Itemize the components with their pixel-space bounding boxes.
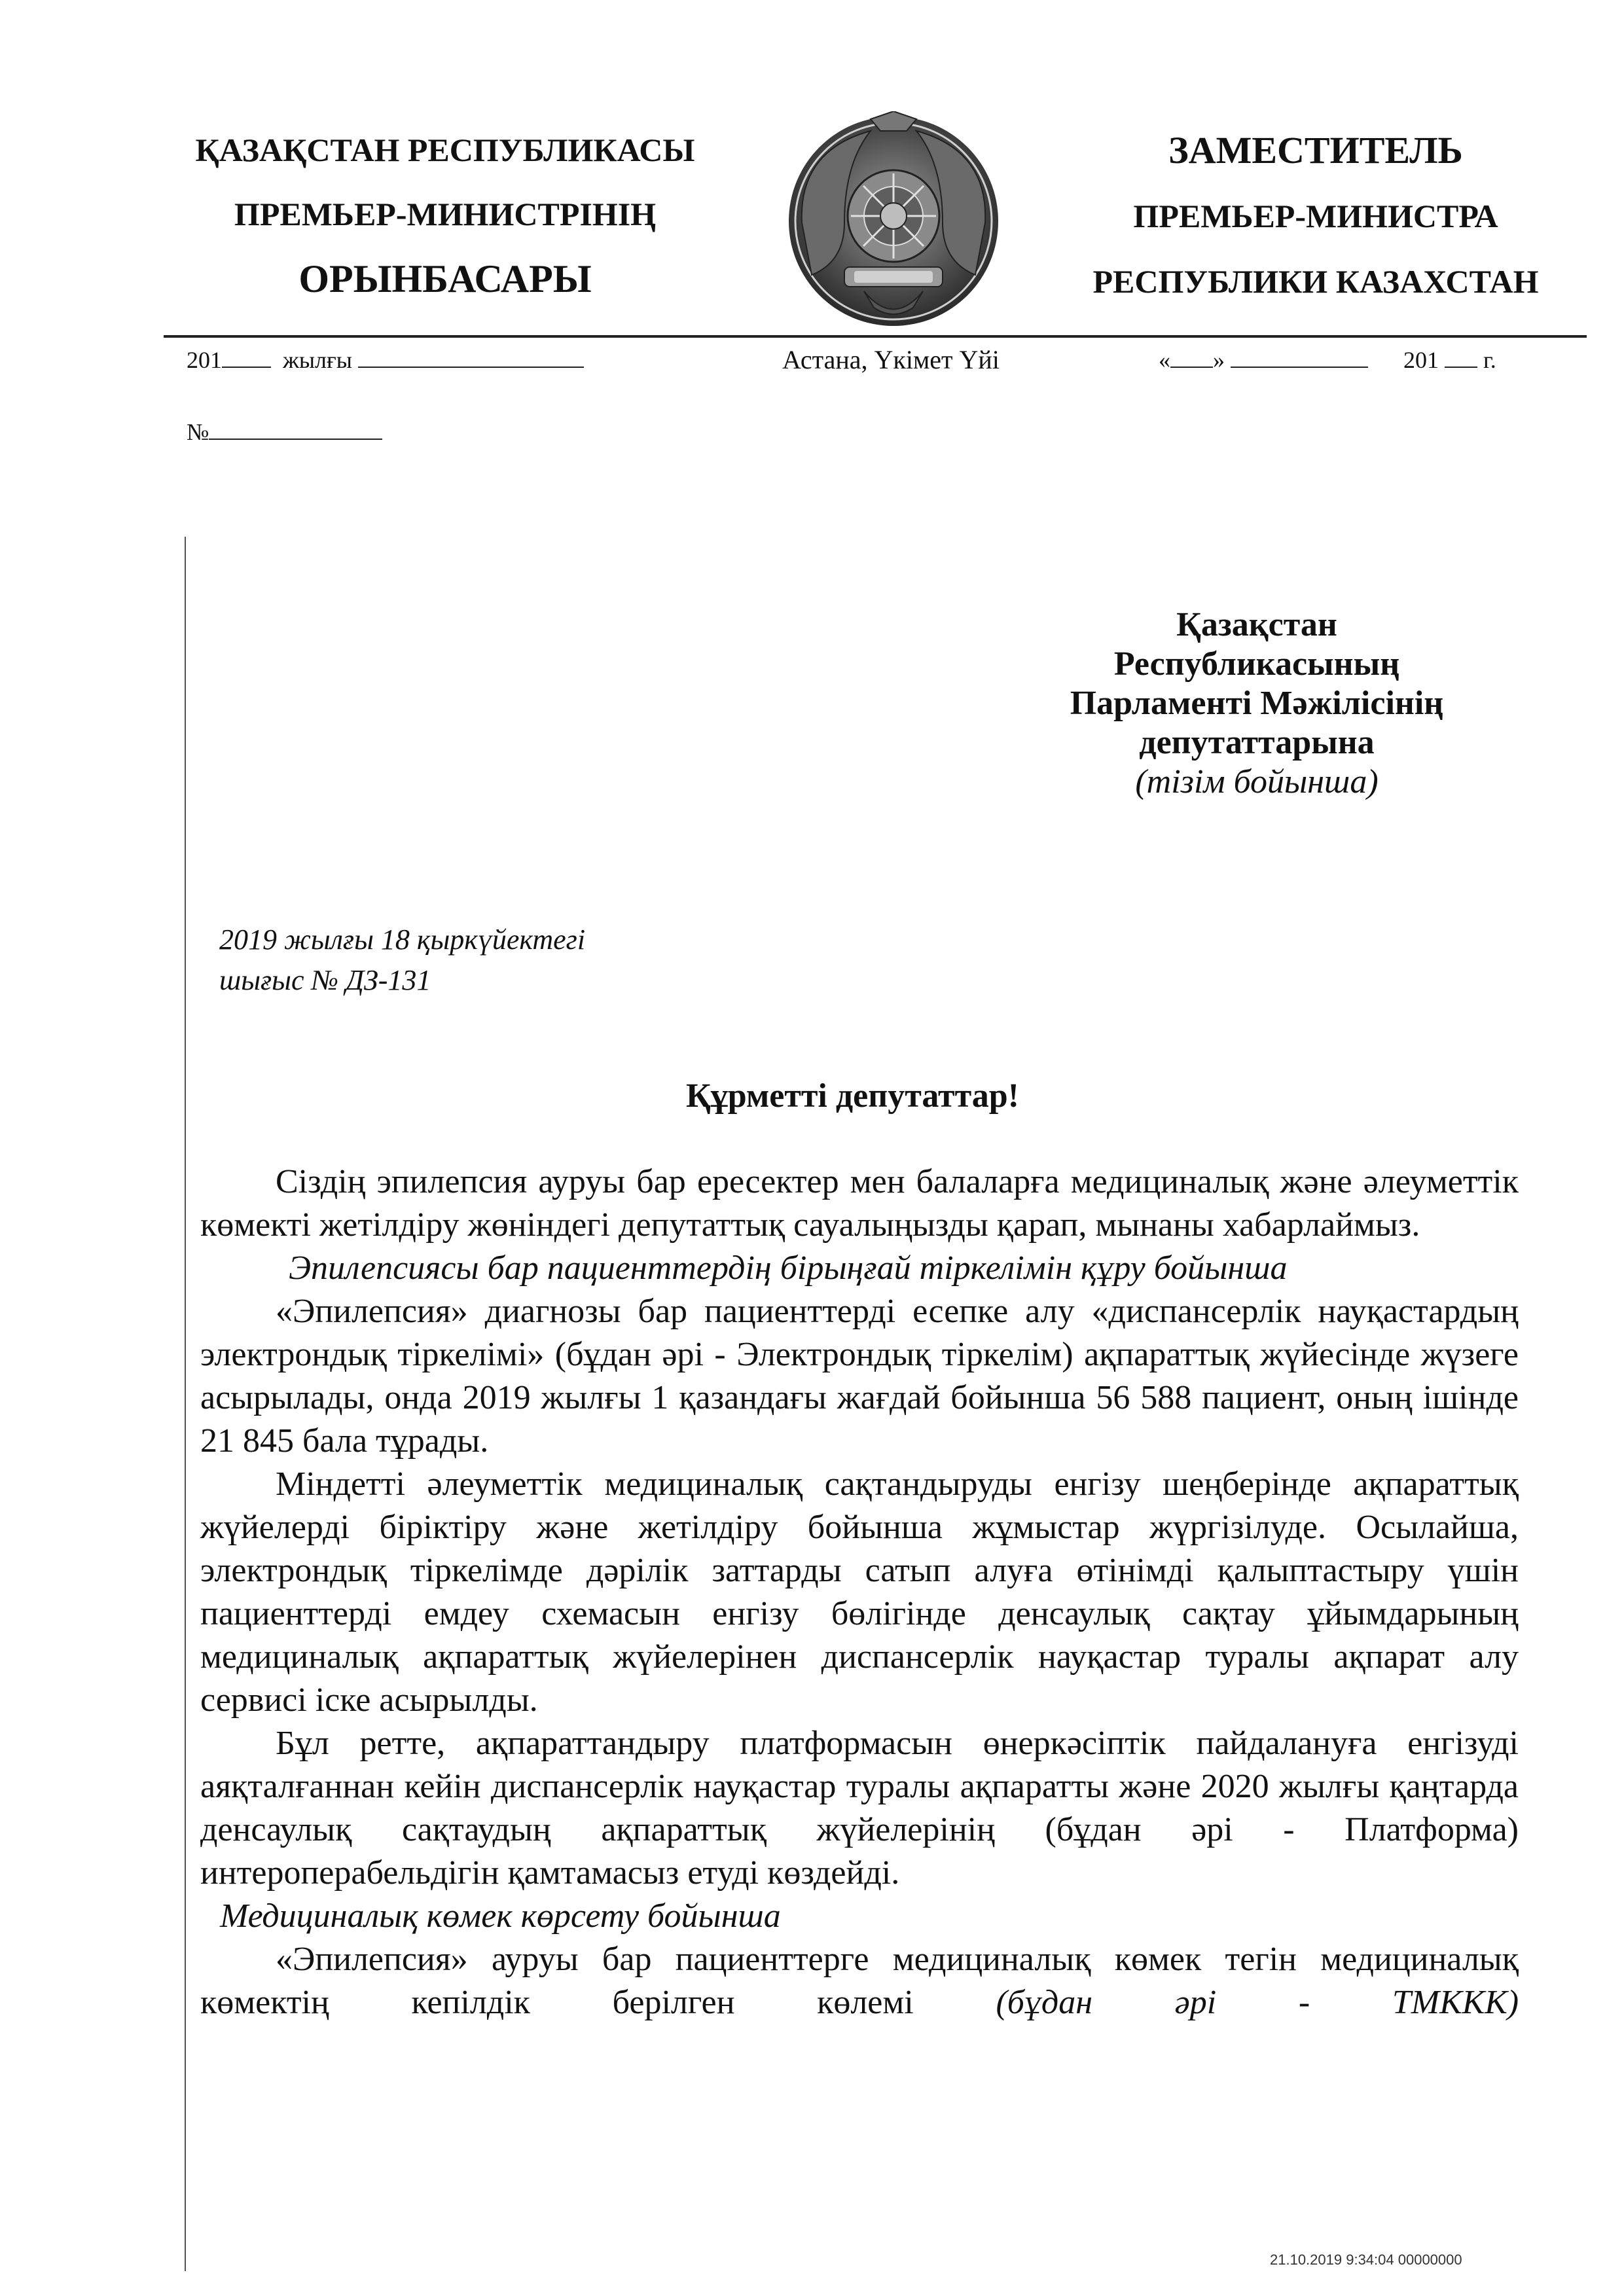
addressee-block — [982, 605, 1532, 802]
reference-line-1: 2019 жылғы 18 қыркүйектегі — [219, 924, 586, 956]
header-left-line-2: ПРЕМЬЕР-МИНИСТРІНІҢ — [234, 196, 657, 232]
salutation: Құрметті депутаттар! — [685, 1077, 1019, 1115]
date-field-kazakh — [187, 344, 584, 376]
paragraph-5-italic: (бұдан әрі - ТМККК) — [996, 1984, 1519, 2021]
addressee-line-2: Республикасының — [1113, 645, 1400, 683]
header-right-line-1: ЗАМЕСТИТЕЛЬ — [1168, 129, 1463, 171]
header-left-line-1: ҚАЗАҚСТАН РЕСПУБЛИКАСЫ — [195, 132, 695, 168]
outgoing-number-field — [187, 416, 382, 448]
number-blank — [209, 416, 382, 440]
addressee-line-4: депутаттарына — [1139, 724, 1375, 761]
letter-body — [200, 1160, 1519, 2024]
section-heading-2: Медициналық көмек көрсету бойынша — [220, 1897, 781, 1935]
paragraph-3: Міндетті әлеуметтік медициналық сақтандыруды енгізу шеңберінде ақпараттық жүйелерді біріктіру және жетілдіру бойынша жұмыстар жүргізілуде. Осылайша, электрондық тіркелімде дәрілік заттарды сатып алуға өтінімді қалыптастыру үшін пациенттерді емдеу схемасын енгізу бөлігінде денсаулық сақтау ұйымдарының медициналық ақпараттық жүйелерінен диспансерлік науқастар туралы ақпарат алу сервисі іске асырылды. — [200, 1465, 1519, 1719]
header-left — [164, 118, 727, 312]
paragraph-5 — [200, 1938, 1519, 2024]
quote-open: « — [1159, 347, 1170, 373]
year-prefix-ru: 201 — [1403, 347, 1439, 373]
reference-line-2: шығыс № ДЗ-131 — [219, 964, 431, 996]
day-blank — [1170, 344, 1213, 368]
kazakhstan-state-emblem-icon — [772, 111, 1015, 340]
paragraph-1: Сіздің эпилепсия ауруы бар ересектер мен балаларға медициналық және әлеуметтік көмекті жетілдіру жөніндегі депутаттық сауалыңызды қарап, мынаны хабарлаймыз. — [200, 1163, 1519, 1244]
header-right-line-2: ПРЕМЬЕР-МИНИСТРА — [1133, 198, 1498, 234]
date-field-russian — [1159, 344, 1496, 376]
year-prefix: 201 — [187, 347, 222, 373]
addressee-line-3: Парламенті Мәжілісінің — [1070, 685, 1444, 722]
header-right-line-3: РЕСПУБЛИКИ КАЗАХСТАН — [1092, 263, 1539, 300]
paragraph-5-text: «Эпилепсия» ауруы бар пациенттерге медициналық көмек тегін медициналық көмектің кепілдік берілген көлемі — [200, 1941, 1519, 2021]
header-divider — [164, 335, 1587, 338]
paragraph-2: «Эпилепсия» диагнозы бар пациенттерді есепке алу «диспансерлік науқастардың электрондық тіркелімі» (бұдан әрі - Электрондық тіркелім) ақпараттық жүйесінде жүзеге асырылады, онда 2019 жылғы 1 қазандағы жағдай бойынша 56 588 пациент, оның ішінде 21 845 бала тұрады. — [200, 1293, 1519, 1460]
header-left-line-3: ОРЫНБАСАРЫ — [298, 257, 592, 300]
margin-line — [185, 537, 186, 2271]
date-blank — [358, 344, 584, 368]
year-blank-ru — [1445, 344, 1477, 368]
reference-block — [219, 920, 585, 1001]
addressee-line-5: (тізім бойынша) — [1135, 763, 1379, 800]
quote-close: » — [1213, 347, 1225, 373]
paragraph-4: Бұл ретте, ақпараттандыру платформасын өнеркәсіптік пайдалануға енгізуді аяқталғаннан кейін диспансерлік науқастар туралы ақпаратты және 2020 жылғы қаңтарда денсаулық сақтаудың ақпараттық жүйелерінің (бұдан әрі - Платформа) интероперабельдігін қамтамасыз етуді көздейді. — [200, 1725, 1519, 1892]
section-heading-1: Эпилепсиясы бар пациенттердің бірыңғай тіркелімін құру бойынша — [289, 1249, 1288, 1287]
month-blank — [1231, 344, 1368, 368]
year-blank — [222, 344, 271, 368]
timestamp-stamp: 21.10.2019 9:34:04 00000000 — [1270, 2251, 1462, 2268]
location: Астана, Үкімет Үйі — [782, 345, 1000, 374]
addressee-line-1: Қазақстан — [1176, 606, 1337, 643]
number-sign: № — [187, 419, 209, 445]
year-word: жылғы — [283, 347, 352, 373]
year-suffix: г. — [1483, 347, 1496, 373]
header-right — [1047, 118, 1584, 314]
